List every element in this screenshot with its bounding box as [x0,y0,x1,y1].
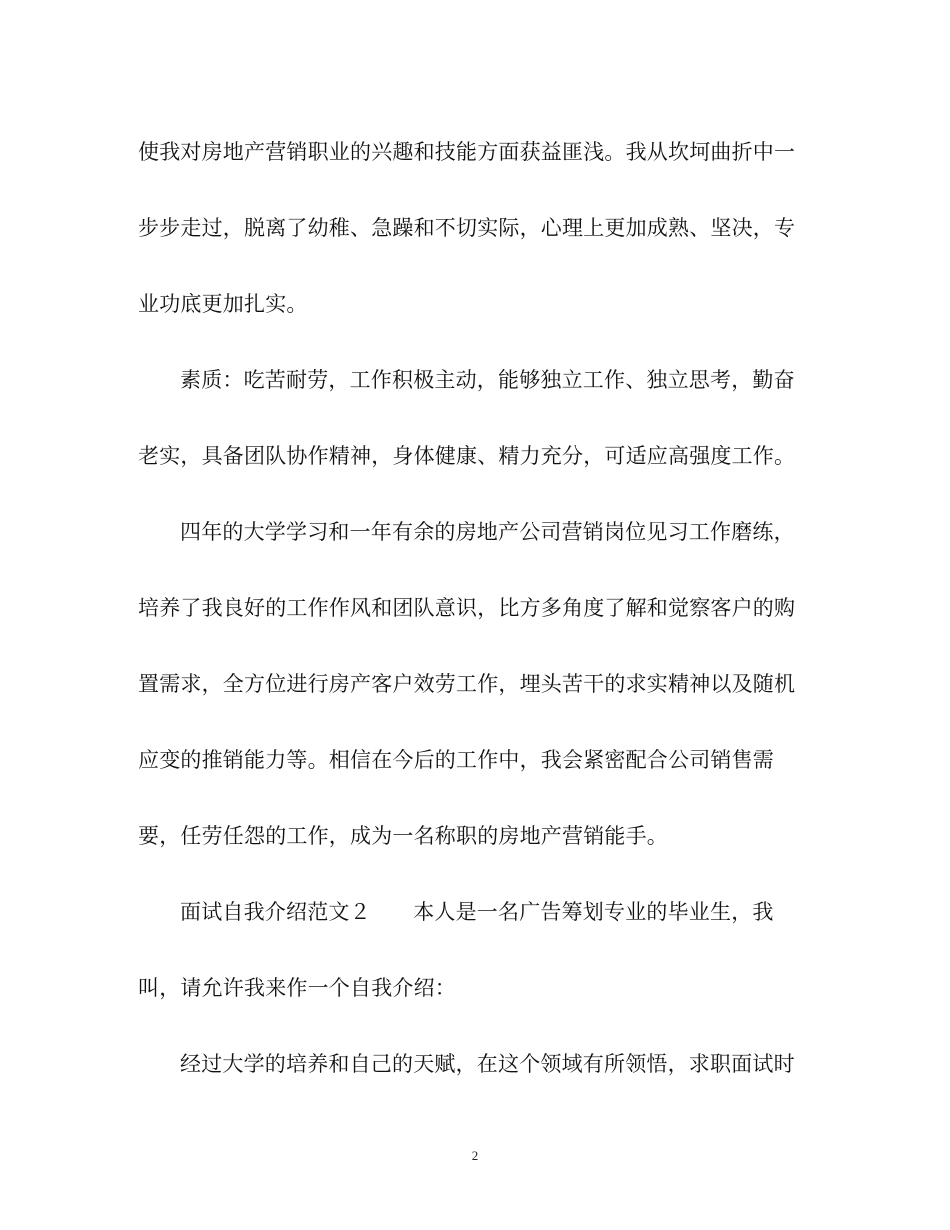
text-line-5: 老实，具备团队协作精神，身体健康、精力充分，可适应高强度工作。 [138,444,796,468]
text-line-3: 业功底更加扎实。 [138,292,308,316]
text-line-9: 应变的推销能力等。相信在今后的工作中，我会紧密配合公司销售需 [138,748,774,772]
text-line-6: 四年的大学学习和一年有余的房地产公司营销岗位见习工作磨练， [180,520,795,544]
text-line-2: 步步走过，脱离了幼稚、急躁和不切实际，心理上更加成熟、坚决，专 [138,216,796,240]
text-line-4: 素质：吃苦耐劳，工作积极主动，能够独立工作、独立思考，勤奋 [180,368,795,392]
text-line-1: 使我对房地产营销职业的兴趣和技能方面获益匪浅。我从坎坷曲折中一 [138,140,796,164]
text-line-12: 叫，请允许我来作一个自我介绍： [138,976,456,1000]
text-line-11: 面试自我介绍范文２ 本人是一名广告筹划专业的毕业生，我 [180,900,774,924]
text-line-13: 经过大学的培养和自己的天赋，在这个领域有所领悟，求职面试时 [180,1052,795,1076]
text-line-8: 置需求，全方位进行房产客户效劳工作，埋头苦干的求实精神以及随机 [138,672,796,696]
page-number: 2 [471,1148,479,1163]
text-line-10: 要，任劳任怨的工作，成为一名称职的房地产营销能手。 [138,824,668,848]
text-line-7: 培养了我良好的工作作风和团队意识，比方多角度了解和觉察客户的购 [138,596,796,620]
